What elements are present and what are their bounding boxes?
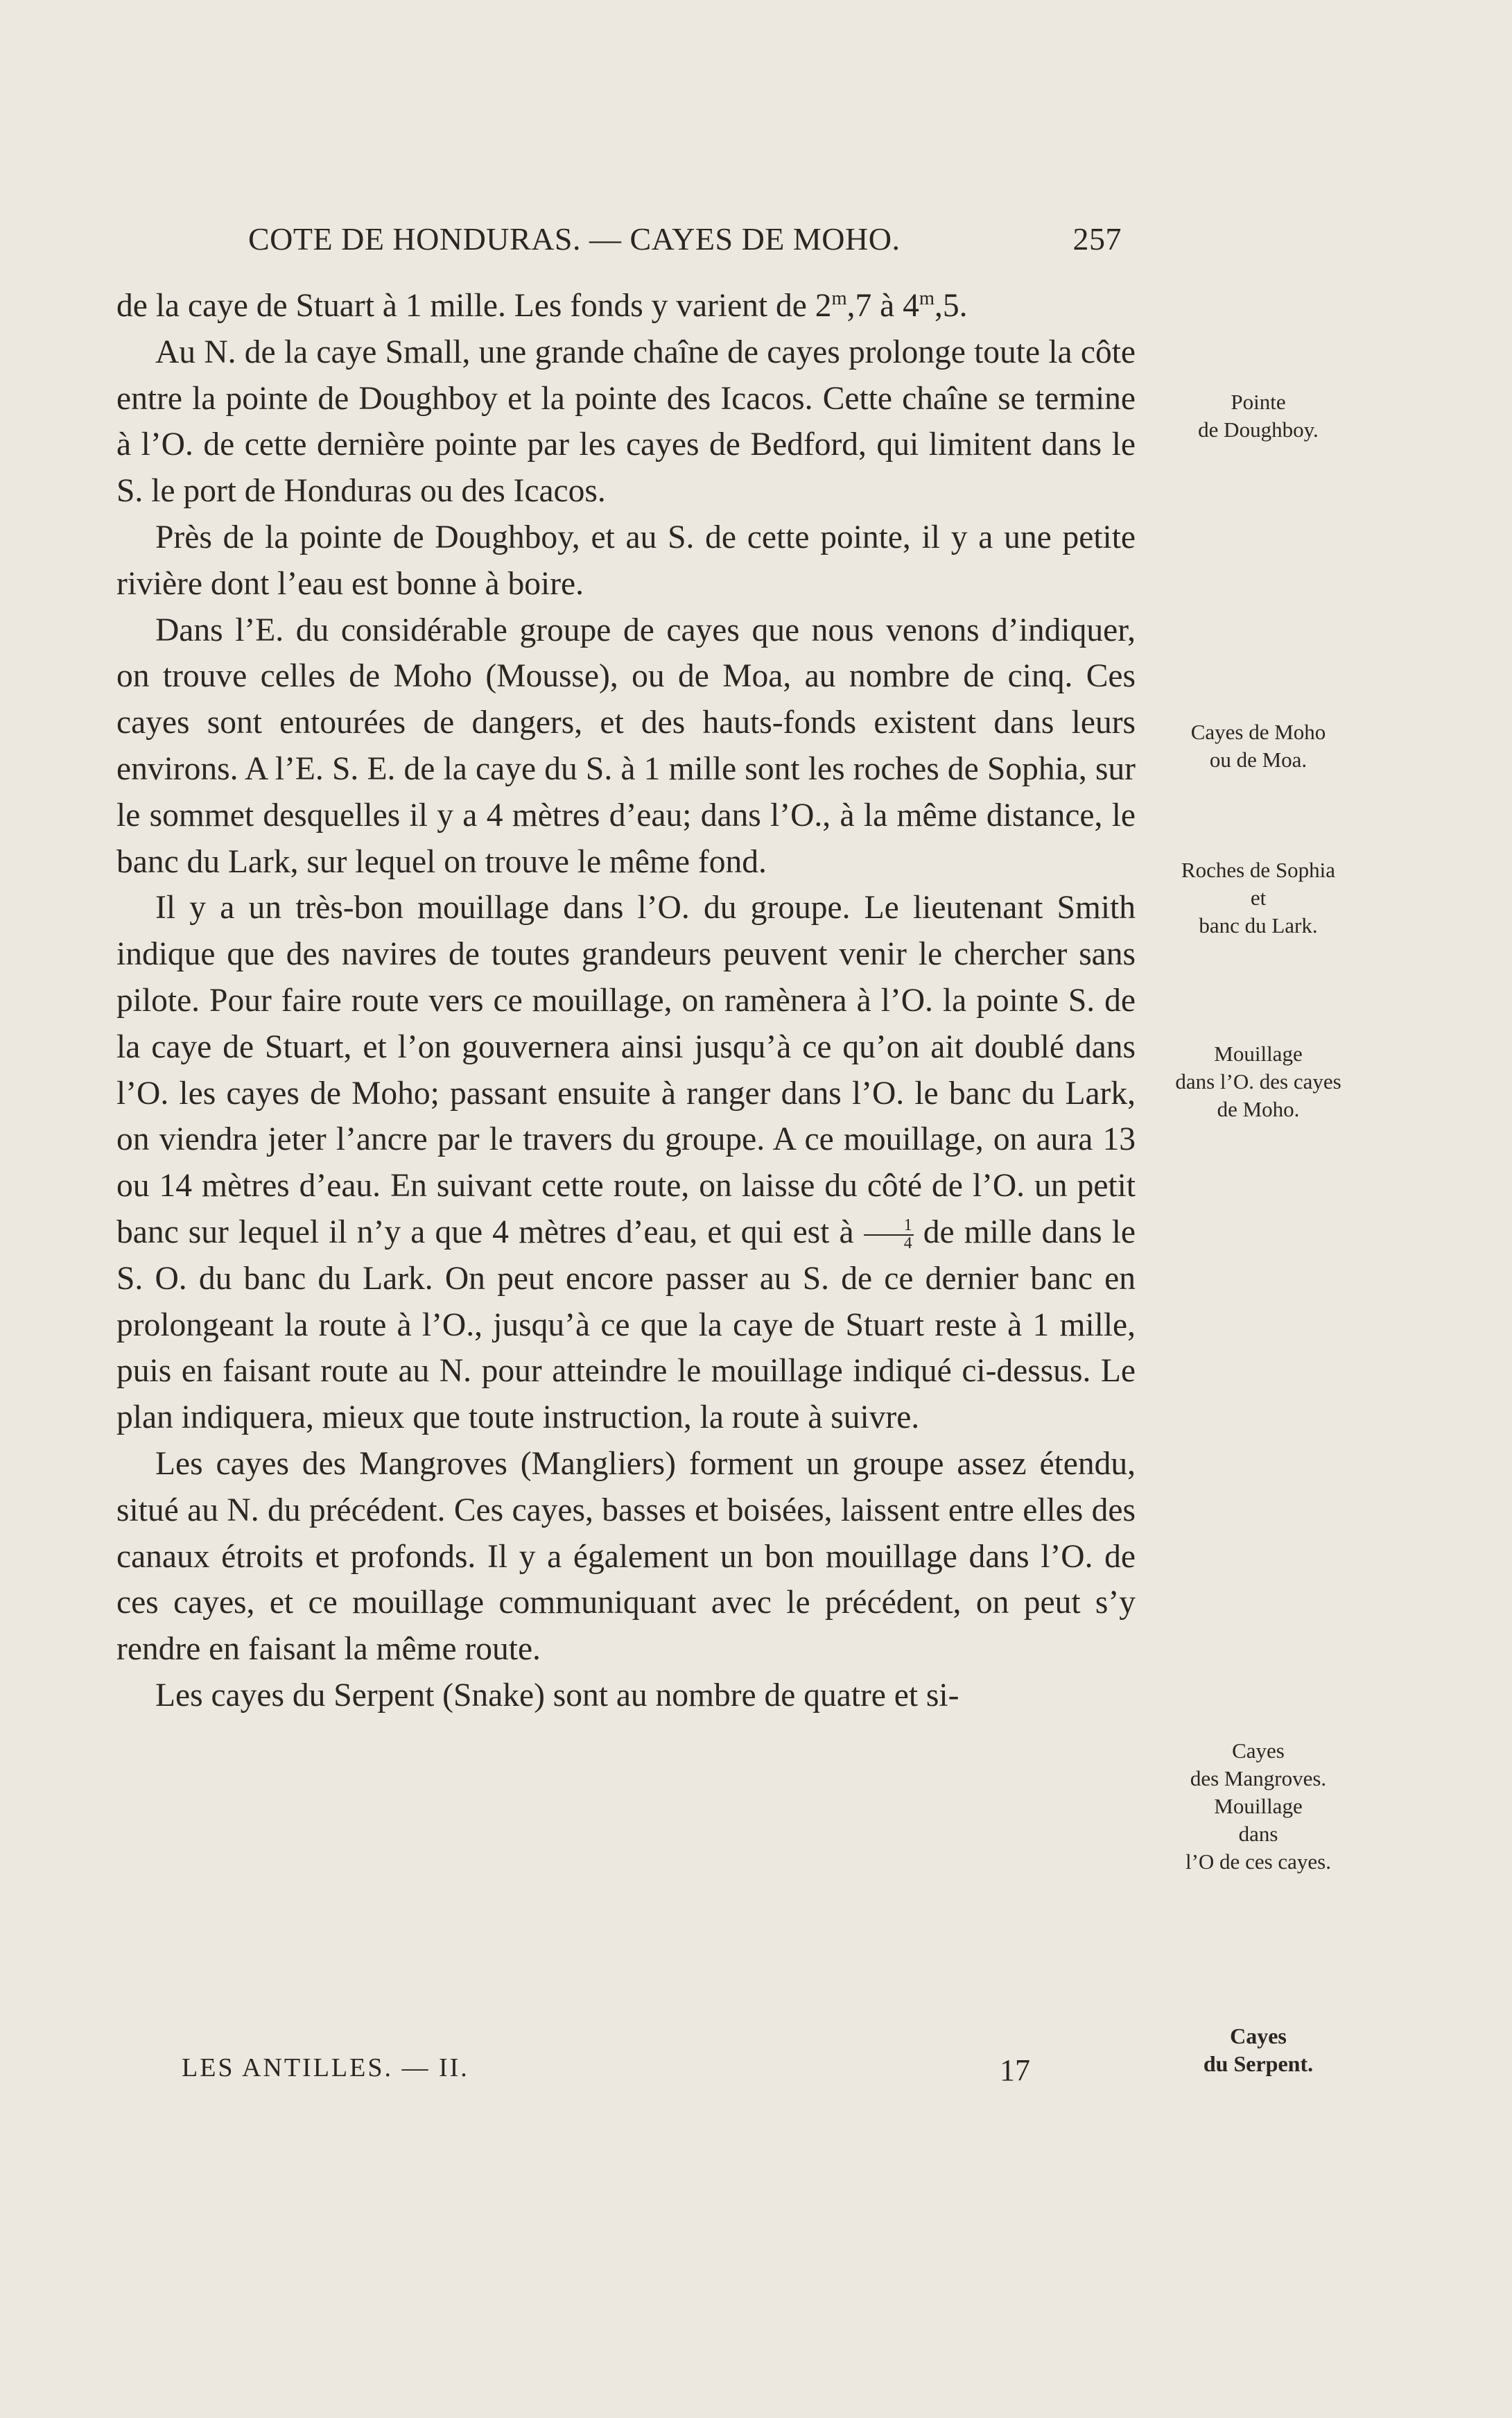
margin-note-line: Cayes	[1232, 1738, 1285, 1763]
margin-note-line: du Serpent.	[1203, 2051, 1314, 2076]
paragraph: Les cayes du Serpent (Snake) sont au nombre de quatre et si-	[155, 1677, 959, 1713]
unit-superscript: m	[919, 288, 935, 310]
text-run: de la caye de Stuart à 1 mille. Les fonds y varient de 2	[116, 288, 832, 324]
margin-note-line: de Moho.	[1217, 1097, 1300, 1121]
margin-note-line: dans l’O. des cayes	[1175, 1069, 1341, 1094]
margin-note-line: Cayes	[1230, 2023, 1287, 2048]
text-run: ,5.	[935, 288, 968, 324]
margin-note-line: des Mangroves.	[1190, 1766, 1327, 1790]
paragraph: Dans l’E. du considérable groupe de cayes que nous venons d’indiquer, on trouve celles de Moho (Mousse), ou de Moa, au nombre de cinq. Ces cayes sont entourées de dangers, et des hauts-fonds existent dans leurs environs. A l’E. S. E. de la caye du S. à 1 mille sont les roches de Sophia, sur le sommet desquelles il y a 4 mètres d’eau; dans l’O., à la même distance, le banc du Lark, sur lequel on trouve le même fond.	[116, 612, 1136, 880]
text-run: ,7 à 4	[846, 288, 919, 324]
margin-note-line: de Doughboy.	[1198, 417, 1319, 442]
margin-note-line: ou de Moa.	[1209, 748, 1307, 772]
margin-note-sophia	[1147, 856, 1369, 940]
margin-note-mangroves	[1147, 1737, 1369, 1876]
text-run: Il y a un très-bon mouillage dans l’O. du groupe. Le lieutenant Smith indique que des navires de toutes grandeurs peuvent venir le chercher sans pilote. Pour faire route vers ce mouillage, on ramènera à l’O. la pointe S. de la caye de Stuart, et l’on gouvernera ainsi jusqu’à ce qu’on ait doublé dans l’O. les cayes de Moho; passant ensuite à ranger dans l’O. le banc du Lark, on viendra jeter l’ancre par le travers du groupe. A ce mouillage, on aura 13 ou 14 mètres d’eau. En suivant cette route, on laisse du côté de l’O. un petit banc sur lequel il n’y a que 4 mètres d’eau, et qui est à	[116, 890, 1136, 1250]
fraction-denominator: 4	[903, 1234, 912, 1253]
paragraph: Près de la pointe de Doughboy, et au S. de cette pointe, il y a une petite rivière dont l’eau est bonne à boire.	[116, 519, 1136, 602]
page-number: 257	[1072, 221, 1122, 257]
text-run: de mille dans le S. O. du banc du Lark. On peut encore passer au S. de ce dernier banc en prolongeant la route à l’O., jusqu’à ce que la caye de Stuart reste à 1 mille, puis en faisant route au N. pour atteindre le mouillage indiqué ci-dessus. Le plan indiquera, mieux que toute instruction, la route à suivre.	[116, 1214, 1136, 1436]
margin-note-mouillage	[1147, 1040, 1369, 1123]
signature-mark: 17	[1000, 2053, 1030, 2087]
margin-note-doughboy	[1147, 388, 1369, 444]
margin-note-line: Mouillage	[1214, 1042, 1303, 1066]
margin-note-line: l’O de ces cayes.	[1185, 1849, 1331, 1874]
footer-volume: LES ANTILLES. — II.	[182, 2053, 469, 2082]
running-header	[116, 221, 1122, 262]
margin-note-line: Pointe	[1231, 390, 1286, 414]
margin-note-line: Mouillage	[1214, 1794, 1303, 1818]
margin-note-serpent	[1147, 2022, 1369, 2078]
fraction	[864, 1218, 914, 1252]
margin-note-line: Roches de Sophia	[1181, 858, 1336, 882]
paragraph: Au N. de la caye Small, une grande chaîne de cayes prolonge toute la côte entre la pointe de Doughboy et la pointe des Icacos. Cette chaîne se termine à l’O. de cette dernière pointe par les cayes de Bedford, qui limitent dans le S. le port de Honduras ou des Icacos.	[116, 334, 1136, 510]
margin-note-moho	[1147, 718, 1369, 774]
margin-note-line: dans	[1238, 1822, 1278, 1846]
unit-superscript: m	[831, 288, 847, 310]
margin-note-line: et	[1250, 886, 1267, 910]
body-text	[116, 283, 1136, 1719]
paragraph	[116, 283, 1136, 329]
fraction-numerator: 1	[864, 1218, 914, 1236]
margin-note-line: Cayes de Moho	[1190, 720, 1326, 744]
running-title: COTE DE HONDURAS. — CAYES DE MOHO.	[248, 221, 901, 257]
paragraph	[116, 885, 1136, 1441]
paragraph: Les cayes des Mangroves (Mangliers) forment un groupe assez étendu, situé au N. du précédent. Ces cayes, basses et boisées, laissent entre elles des canaux étroits et profonds. Il y a également un bon mouillage dans l’O. de ces cayes, et ce mouillage communiquant avec le précédent, on peut s’y rendre en faisant la même route.	[116, 1445, 1136, 1668]
margin-note-line: banc du Lark.	[1199, 913, 1318, 938]
page-footer	[182, 2053, 1048, 2087]
